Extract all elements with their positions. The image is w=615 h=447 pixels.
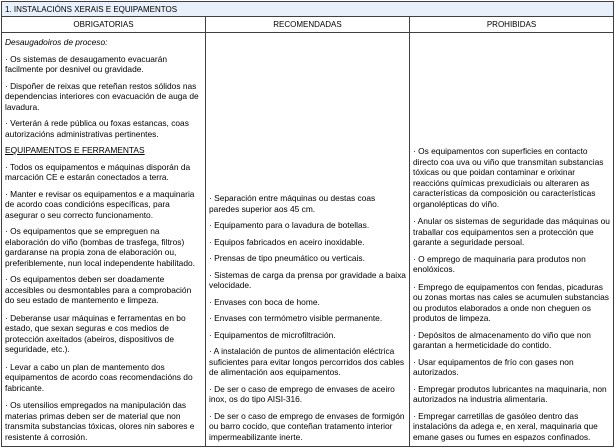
requirements-table xyxy=(1,1,614,447)
bullet-item: · Os equipamentos deben ser doadamente accesibles ou desmontables para a comprobación do seu estado de mantemento e limpeza. xyxy=(5,274,192,305)
column-cell-prohibidas xyxy=(410,33,614,447)
section-title-bar xyxy=(2,2,614,17)
bullet-item: · Todos os equipamentos e máquinas disporán da marcación CE e estarán conectados a terra. xyxy=(5,161,191,182)
column-header-row xyxy=(2,17,614,33)
bullet-item: · Emprego de equipamentos con fendas, picaduras ou zonas mortas nas cales se acumulen substancias ou produtos elaborados a onde non cheguen os produtos de limpeza. xyxy=(413,281,609,323)
column-header-obrigatorias: OBRIGATORIAS xyxy=(2,17,206,33)
bullet-item: · Dispoñer de reixas que reteñan restos sólidos nas dependencias interiores con evacuación de auga de lavadura. xyxy=(5,80,199,112)
section-title-row xyxy=(2,2,614,17)
bullet-item: · Usar equipamentos de frío con gases non autorizados. xyxy=(413,356,574,377)
bullet-item: · Verterán á rede pública ou foxas estancas, coas autorizacións administrativas pertinentes. xyxy=(5,118,189,139)
bullet-item: · Depósitos de almacenamento do viño que non garantan a hermeticidade do contido. xyxy=(413,329,591,350)
bullet-item: · Anular os sistemas de seguridade das máquinas ou traballar cos equipamentos sen a protección que garante a seguridade persoal. xyxy=(413,216,610,247)
bullet-item: · Deberanse usar máquinas e ferramentas en bo estado, que sexan seguras e cos medios de protección axeitados (abeiros, dispositivos de seguridade, etc.). xyxy=(5,312,186,354)
bullet-item: · Envases con termómetro visible permanente. xyxy=(209,313,383,323)
bullet-item: · Empregar carretillas de gasóleo dentro das instalacións da adega e, en xeral, maquinaria que emane gases ou fumes en espazos confinados. xyxy=(413,410,598,442)
section-title: 1. INSTALACIÓNS XERAIS E EQUIPAMENTOS xyxy=(5,4,178,14)
bullet-item: · Envases con boca de home. xyxy=(209,296,320,307)
subheading-item: EQUIPAMENTOS E FERRAMENTAS xyxy=(5,145,145,155)
bullet-item: · Os equipamentos con superficies en contacto directo coa uva ou viño que transmitan substancias tóxicas ou que poidan contaminar e orixinar reaccións químicas prexudiciais ou alteraren as características da composición ou características organolépticas do viño. xyxy=(413,146,604,209)
column-cell-recomendadas xyxy=(206,33,410,447)
content-row xyxy=(2,33,614,447)
bullet-item: · Prensas de tipo pneumático ou verticais. xyxy=(209,253,365,263)
bullet-item: · Os utensilios empregados na manipulación das materias primas deben ser de material que non transmita substancias tóxicas, olores nin sabores e resistente á corrosión. xyxy=(5,400,195,442)
bullet-item: · Empregar produtos lubricantes na maquinaria, non autorizados na industria alimentaria. xyxy=(413,383,607,404)
bullet-item: · Os equipamentos que se empreguen na elaboración do viño (bombas de trasfega, filtros) gardaranse na propia zona de elaboración ou, preferiblemente, nun local independente habilitado. xyxy=(5,226,195,268)
bullet-item: · Equipamentos de microfiltración. xyxy=(209,329,336,340)
subheading-item: Desaugadoiros de proceso: xyxy=(5,37,108,47)
column-header-prohibidas: PROHIBIDAS xyxy=(410,17,614,33)
bullet-item: · A instalación de puntos de alimentación eléctrica suficientes para evitar longos percorridos dos cables de alimentación aos equipamentos. xyxy=(209,346,405,377)
bullet-item: · Equipos fabricados en aceiro inoxidable. xyxy=(209,236,365,247)
bullet-item: · De ser o caso de emprego de envases de formigón ou barro cocido, que conteñan tratamento interior impermeabilizante inerte. xyxy=(209,410,405,442)
bullet-item: · Equipamento para o lavadura de botellas. xyxy=(209,220,370,230)
bullet-item: · Manter e revisar os equipamentos e a maquinaria de acordo coas condicións específicas, para asegurar o seu correcto funcionamento. xyxy=(5,188,195,220)
column-cell-obrigatorias xyxy=(2,33,206,447)
bullet-item: · De ser o caso de emprego de envases de aceiro inox, os do tipo AISI-316. xyxy=(209,383,395,404)
bullet-item: · Os sistemas de desaugamento evacuarán facilmente por desnivel ou gravidade. xyxy=(5,53,168,74)
bullet-item: · Levar a cabo un plan de mantemento dos equipamentos de acordo coas recomendacións do fabricante. xyxy=(5,361,193,393)
bullet-item: · Sistemas de carga da prensa por gravidade a baixa velocidade. xyxy=(209,269,406,290)
column-header-recomendadas: RECOMENDADAS xyxy=(206,17,410,33)
bullet-item: · O emprego de maquinaria para produtos non enolóxicos. xyxy=(413,253,586,274)
bullet-item: · Separación entre máquinas ou destas coas paredes superior aos 45 cm. xyxy=(209,193,376,214)
